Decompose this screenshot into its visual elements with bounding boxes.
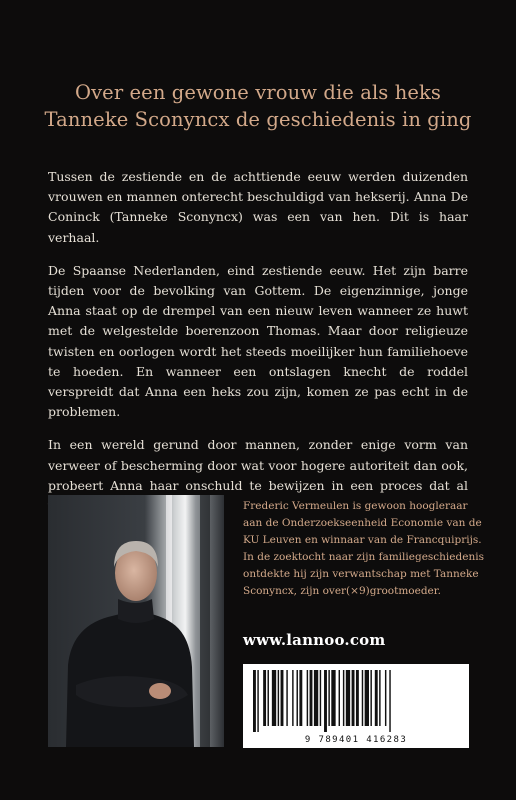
barcode-bar [370, 670, 371, 726]
barcode-bar [356, 670, 359, 726]
bio-line-3: KU Leuven en winnaar van de Francquiprijs. [243, 533, 482, 546]
blurb [48, 167, 468, 529]
barcode-bar [268, 670, 269, 726]
barcode-bar [331, 670, 335, 726]
tagline [0, 79, 516, 133]
bio-line-5: ontdekte hij zijn verwantschap met Tanneke [243, 567, 479, 580]
barcode-bar [339, 670, 340, 726]
barcode-bar [352, 670, 355, 726]
barcode-bar [362, 670, 363, 726]
bio-line-1: Frederic Vermeulen is gewoon hoogleraar [243, 500, 468, 512]
bio-line-6: Sconyncx, zijn over(×9)grootmoeder. [243, 584, 441, 597]
barcode-bar [281, 670, 284, 726]
barcode-bar [310, 670, 313, 726]
barcode-bar [314, 670, 318, 726]
barcode-bars [243, 664, 469, 734]
barcode-bar [385, 670, 386, 726]
barcode-bar [299, 670, 302, 726]
barcode-bar [253, 670, 256, 732]
blurb-paragraph-1: Tussen de zestiende en de achttiende eeuw werden duizenden vrouwen en mannen onterecht beschuldigd van hekserij. Anna De Coninck (Tanneke Sconyncx) was een van hen. Dit is haar verhaal. [48, 169, 468, 245]
barcode-bar [324, 670, 327, 732]
barcode-bar [389, 670, 390, 732]
barcode-bar [292, 670, 293, 726]
isbn-barcode [243, 664, 469, 748]
isbn-number: 9 789401 416283 [304, 735, 408, 745]
barcode-bar [346, 670, 350, 726]
author-bio [243, 498, 484, 599]
barcode-bar [278, 670, 279, 726]
author-photo [48, 495, 224, 747]
bio-line-4: In de zoektocht naar zijn familiegeschiedenis [243, 550, 484, 563]
barcode-bar [379, 670, 380, 726]
tagline-line-2: Tanneke Sconyncx de geschiedenis in ging [44, 108, 472, 131]
barcode-bar [257, 670, 258, 732]
barcode-bar [375, 670, 378, 726]
barcode-bar [320, 670, 321, 726]
barcode-bar [328, 670, 329, 726]
tagline-line-1: Over een gewone vrouw die als heks [74, 81, 442, 104]
barcode-bar [365, 670, 369, 726]
barcode-bar [307, 670, 308, 726]
barcode-bar [343, 670, 344, 726]
bio-line-2: aan de Onderzoekseenheid Economie van de [243, 516, 482, 529]
barcode-bar [272, 670, 276, 726]
barcode-bar [263, 670, 266, 726]
barcode-bar [297, 670, 298, 726]
blurb-paragraph-3: In een wereld gerund door mannen, zonder enige vorm van verweer of bescherming door wat voor hogere autoriteit dan ook, probeert Anna haar onschuld te bewijzen in een proces dat al [48, 437, 468, 493]
barcode-bar [286, 670, 287, 726]
blurb-paragraph-2: De Spaanse Nederlanden, eind zestiende eeuw. Het zijn barre tijden voor de bevolking van Gottem. De eigenzinnige, jonge Anna staat op de drempel van een nieuw leven wanneer ze huwt met de welgestelde boerenzoon Thomas. Maar door religieuze twisten en oorlogen wordt het steeds moeilijker hun familiehoeve te hoeden. En wanneer een ontslagen knecht de roddel verspreidt dat Anna een heks zou zijn, komen ze pas echt in de problemen. [48, 262, 468, 420]
publisher-url[interactable]: www.lannoo.com [243, 631, 386, 649]
